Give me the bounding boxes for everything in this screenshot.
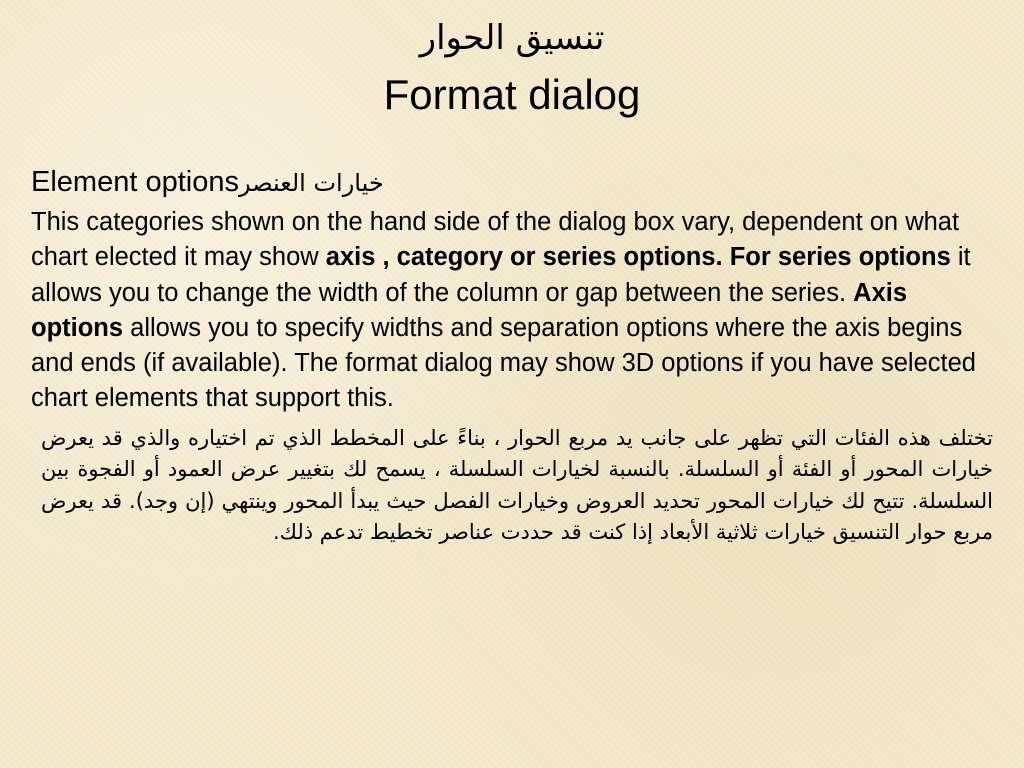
text-run: allows you to specify widths and separation options where the axis begins and ends (if available). The format dialog may show 3D options if you have selected chart elements that support this. bbox=[31, 313, 976, 413]
title-arabic: تنسيق الحوار bbox=[419, 18, 605, 58]
slide-title bbox=[0, 10, 1024, 124]
bold-run: For series options bbox=[729, 243, 951, 272]
text-run: This categories shown on the hand side of the dialog box vary, dependent on what chart elected it may show bbox=[31, 208, 960, 272]
heading-english: Element options bbox=[31, 166, 239, 198]
heading-arabic: خيارات العنصر bbox=[238, 169, 384, 197]
english-paragraph bbox=[31, 205, 993, 417]
text-run bbox=[723, 243, 730, 271]
section-heading bbox=[31, 160, 993, 205]
bold-run: axis , category or series options. bbox=[325, 243, 723, 272]
slide-body bbox=[31, 160, 993, 549]
bold-run: Axis options bbox=[31, 278, 908, 342]
text-run: it allows you to change the width of the column or gap between the series. bbox=[31, 243, 971, 307]
arabic-paragraph: تختلف هذه الفئات التي تظهر على جانب يد مربع الحوار ، بناءً على المخطط الذي تم اختياره والذي قد يعرض خيارات المحور أو الفئة أو السلسلة. بالنسبة لخيارات السلسلة ، يسمح لك بتغيير عرض العمود أو الفجوة بين السلسلة. تتيح لك خيارات المحور تحديد العروض وخيارات الفصل حيث يبدأ المحور وينتهي (إن وجد). قد يعرض مربع حوار التنسيق خيارات ثلاثية الأبعاد إذا كنت قد حددت عناصر تخطيط تدعم ذلك. bbox=[41, 425, 993, 545]
title-english: Format dialog bbox=[383, 71, 641, 118]
